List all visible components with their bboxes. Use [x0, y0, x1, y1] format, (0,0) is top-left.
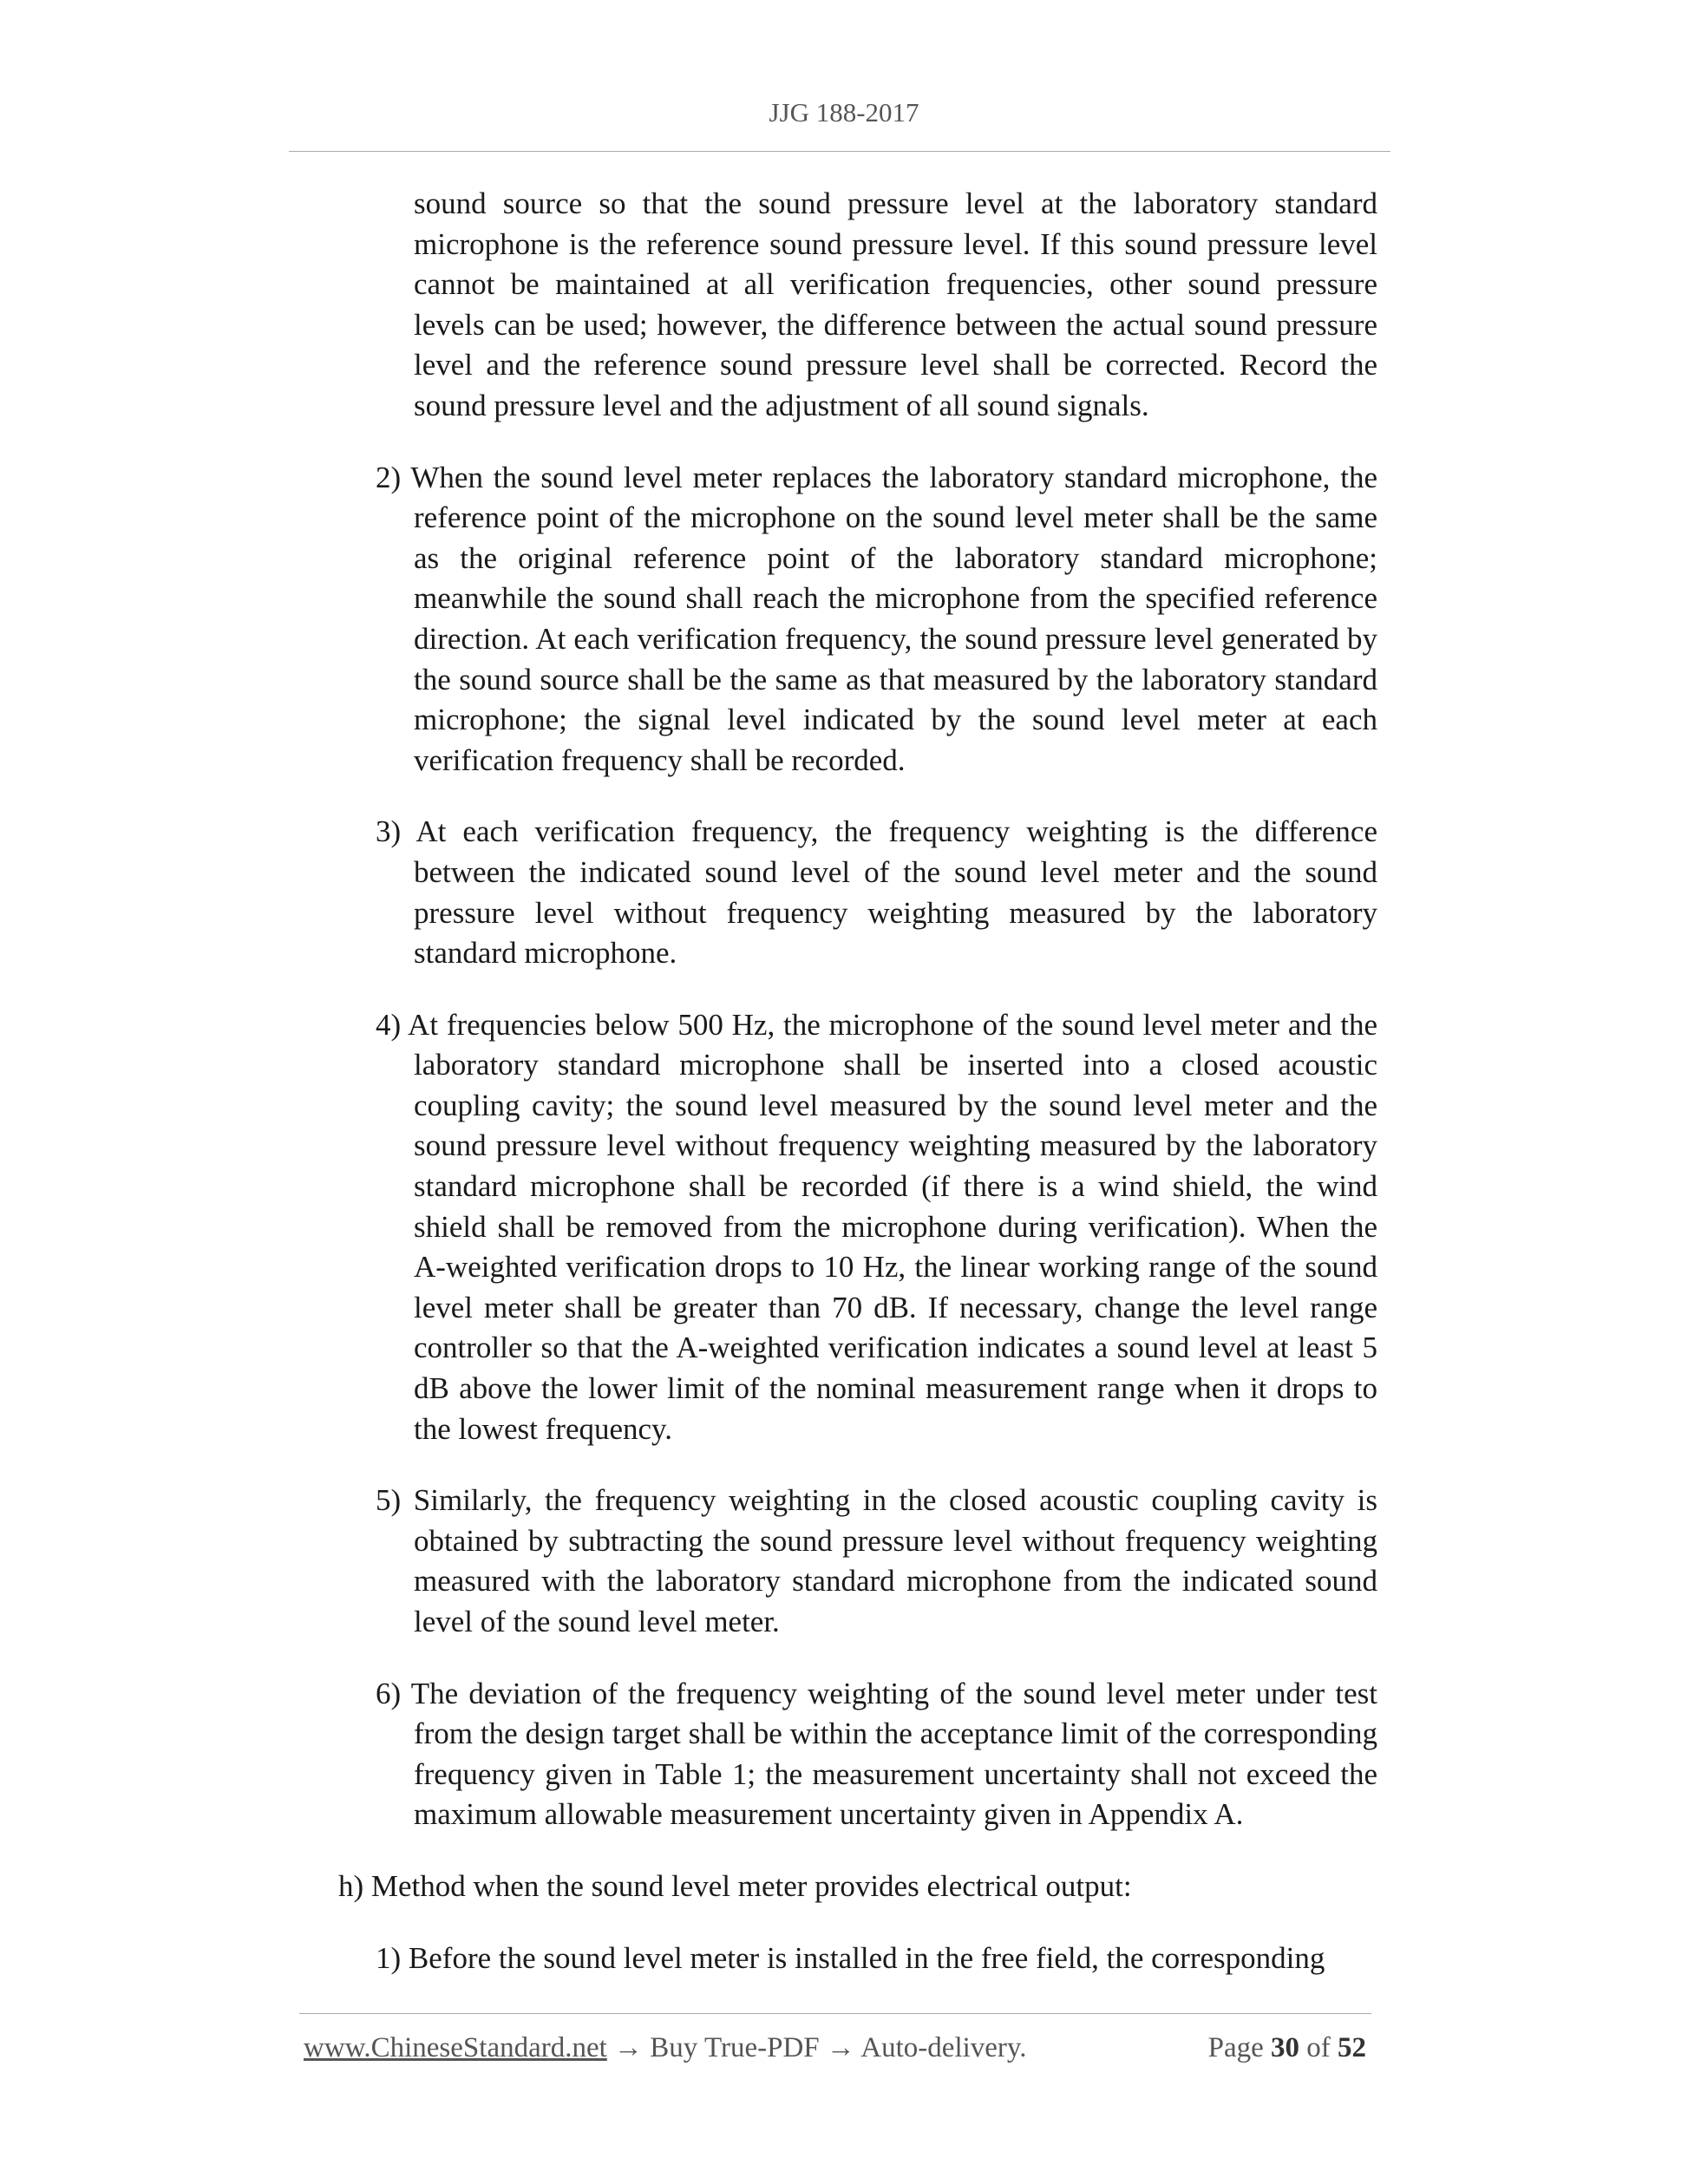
of-label: of	[1306, 2032, 1331, 2063]
list-item-2: 2) When the sound level meter replaces the laboratory standard microphone, the reference point of the microphone on the sound level meter shall be the same as the original reference point of the laboratory standard microphone; meanwhile the sound shall reach the microphone from the specified reference direction. At each verification frequency, the sound pressure level generated by the sound source shall be the same as that measured by the laboratory standard microphone; the signal level indicated by the sound level meter at each verification frequency shall be recorded.	[376, 460, 1377, 777]
page-number: 30	[1271, 2032, 1299, 2063]
page-total: 52	[1338, 2032, 1366, 2063]
promo-text: → Buy True-PDF → Auto-delivery.	[614, 2032, 1027, 2063]
document-code-header: JJG 188-2017	[769, 97, 919, 128]
continuation-paragraph: sound source so that the sound pressure level at the laboratory standard microphone is the reference sound pressure level. If this sound pressure level cannot be maintained at all verification frequencies, other sound pressure levels can be used; however, the difference between the actual sound pressure level and the reference sound pressure level shall be corrected. Record the sound pressure level and the adjustment of all sound signals.	[414, 186, 1377, 422]
list-item-5: 5) Similarly, the frequency weighting in the closed acoustic coupling cavity is obtained by subtracting the sound pressure level without frequency weighting measured with the laboratory standard microphone from the indicated sound level of the sound level meter.	[376, 1483, 1377, 1638]
footer-divider	[299, 2013, 1371, 2014]
subsection-heading-h: h) Method when the sound level meter provides electrical output:	[338, 1868, 1132, 1903]
list-item-6: 6) The deviation of the frequency weighting of the sound level meter under test from the design target shall be within the acceptance limit of the corresponding frequency given in Table 1; the measurement uncertainty shall not exceed the maximum allowable measurement uncertainty given in Appendix A.	[376, 1676, 1377, 1832]
site-link[interactable]: www.ChineseStandard.net	[304, 2032, 607, 2063]
page-body	[0, 184, 1688, 1978]
page-label: Page	[1207, 2032, 1264, 2063]
header-divider	[289, 151, 1390, 152]
footer-promo	[304, 2032, 1027, 2064]
page-indicator	[1208, 2032, 1366, 2064]
list-item-4: 4) At frequencies below 500 Hz, the microphone of the sound level meter and the laboratory standard microphone shall be inserted into a closed acoustic coupling cavity; the sound level measured by the sound level meter and the sound pressure level without frequency weighting measured by the laboratory standard microphone shall be recorded (if there is a wind shield, the wind shield shall be removed from the microphone during verification). When the A-weighted verification drops to 10 Hz, the linear working range of the sound level meter shall be greater than 70 dB. If necessary, change the level range controller so that the A-weighted verification indicates a sound level at least 5 dB above the lower limit of the nominal measurement range when it drops to the lowest frequency.	[376, 1007, 1377, 1446]
list-item-3: 3) At each verification frequency, the frequency weighting is the difference between the indicated sound level of the sound level meter and the sound pressure level without frequency weighting measured by the laboratory standard microphone.	[376, 814, 1377, 971]
list-item-h1: 1) Before the sound level meter is installed in the free field, the corresponding	[376, 1940, 1325, 1975]
